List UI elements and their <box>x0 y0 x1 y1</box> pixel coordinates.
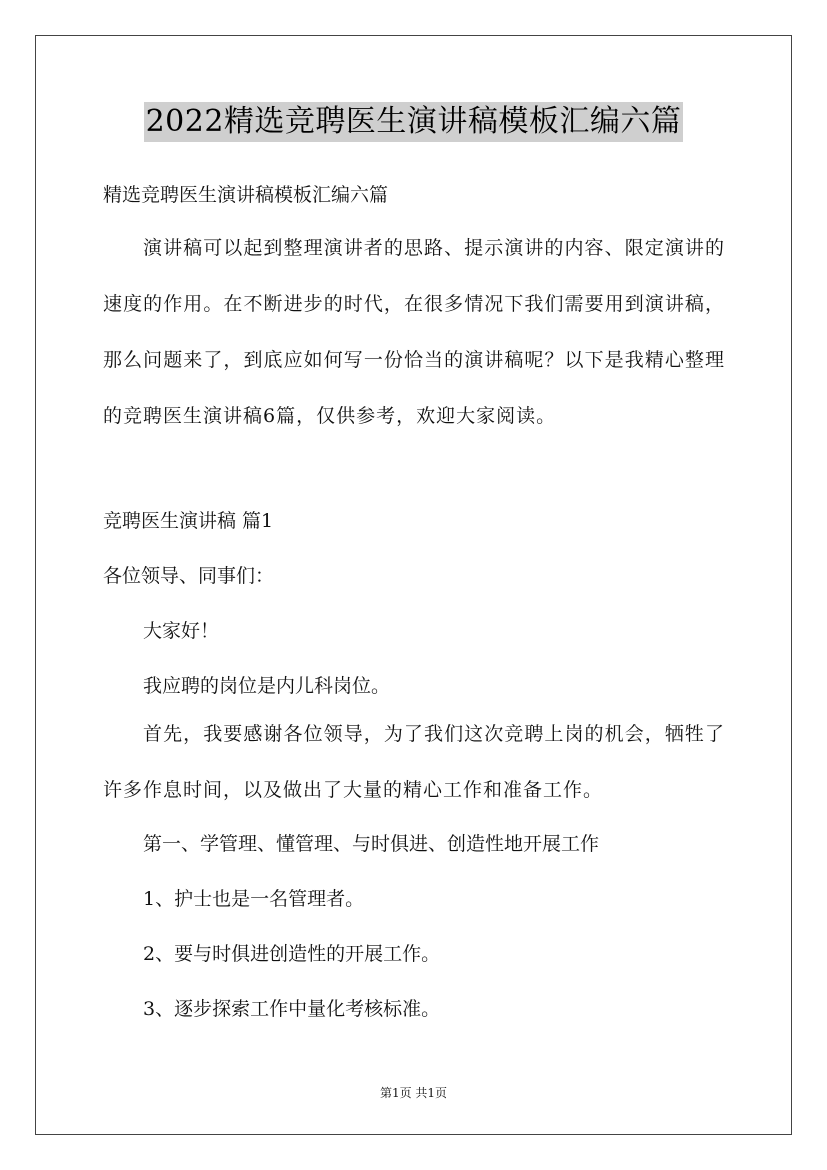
salutation: 各位领导、同事们： <box>103 565 275 587</box>
document-title: 2022精选竞聘医生演讲稿模板汇编六篇 <box>144 102 684 142</box>
greeting: 大家好！ <box>143 620 220 642</box>
section-heading: 竞聘医生演讲稿 篇1 <box>103 510 274 532</box>
list-item-1: 1、护士也是一名管理者。 <box>143 888 365 910</box>
document-subtitle: 精选竞聘医生演讲稿模板汇编六篇 <box>103 184 389 206</box>
list-item-2: 2、要与时俱进创造性的开展工作。 <box>143 943 441 965</box>
position-statement: 我应聘的岗位是内儿科岗位。 <box>143 675 391 697</box>
page-footer: 第1页 共1页 <box>379 1086 448 1100</box>
title-wrap <box>0 102 827 142</box>
thanks-paragraph: 首先，我要感谢各位领导，为了我们这次竞聘上岗的机会，牺牲了许多作息时间，以及做出了大量的精心工作和准备工作。 <box>103 723 725 801</box>
list-item-3: 3、逐步探索工作中量化考核标准。 <box>143 998 441 1020</box>
point-one: 第一、学管理、懂管理、与时俱进、创造性地开展工作 <box>143 833 600 855</box>
intro-paragraph: 演讲稿可以起到整理演讲者的思路、提示演讲的内容、限定演讲的速度的作用。在不断进步的时代，在很多情况下我们需要用到演讲稿，那么问题来了，到底应如何写一份恰当的演讲稿呢？以下是我精心整理的竞聘医生演讲稿6篇，仅供参考，欢迎大家阅读。 <box>103 237 725 427</box>
